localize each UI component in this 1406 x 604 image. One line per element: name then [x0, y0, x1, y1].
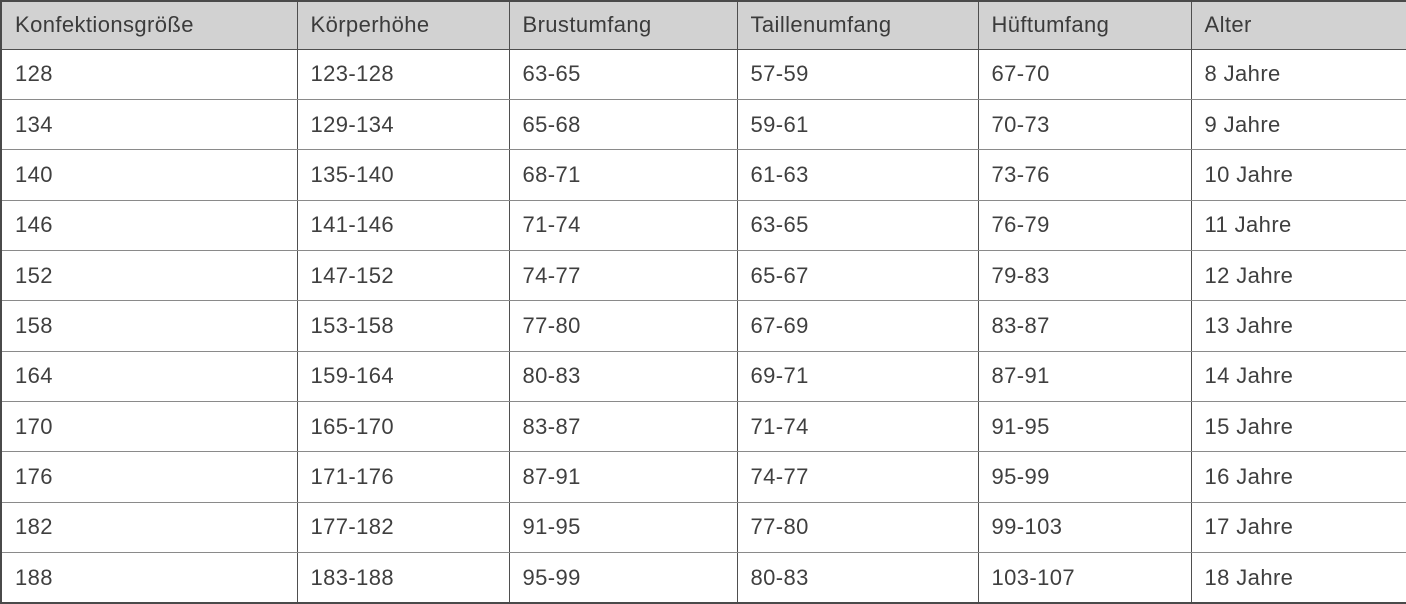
table-cell: 63-65 [509, 49, 737, 99]
table-cell: 83-87 [978, 301, 1191, 351]
table-row [1, 452, 1406, 502]
table-row [1, 250, 1406, 300]
table-cell: 80-83 [509, 351, 737, 401]
table-cell: 87-91 [509, 452, 737, 502]
table-cell: 18 Jahre [1191, 553, 1406, 603]
table-row [1, 351, 1406, 401]
table-cell: 15 Jahre [1191, 402, 1406, 452]
table-cell: 170 [1, 402, 297, 452]
table-cell: 99-103 [978, 502, 1191, 552]
table-cell: 79-83 [978, 250, 1191, 300]
table-cell: 164 [1, 351, 297, 401]
table-cell: 87-91 [978, 351, 1191, 401]
table-cell: 16 Jahre [1191, 452, 1406, 502]
table-cell: 74-77 [737, 452, 978, 502]
table-cell: 57-59 [737, 49, 978, 99]
table-cell: 65-67 [737, 250, 978, 300]
table-cell: 146 [1, 200, 297, 250]
table-cell: 171-176 [297, 452, 509, 502]
table-cell: 141-146 [297, 200, 509, 250]
column-header: Taillenumfang [737, 1, 978, 49]
table-cell: 65-68 [509, 99, 737, 149]
table-row [1, 553, 1406, 603]
table-cell: 159-164 [297, 351, 509, 401]
table-cell: 70-73 [978, 99, 1191, 149]
table-cell: 80-83 [737, 553, 978, 603]
table-cell: 182 [1, 502, 297, 552]
table-cell: 176 [1, 452, 297, 502]
column-header: Konfektionsgröße [1, 1, 297, 49]
table-cell: 67-70 [978, 49, 1191, 99]
table-cell: 153-158 [297, 301, 509, 351]
table-cell: 74-77 [509, 250, 737, 300]
column-header: Körperhöhe [297, 1, 509, 49]
table-row [1, 150, 1406, 200]
table-row [1, 99, 1406, 149]
table-cell: 13 Jahre [1191, 301, 1406, 351]
table-row [1, 301, 1406, 351]
table-cell: 71-74 [509, 200, 737, 250]
table-cell: 63-65 [737, 200, 978, 250]
table-cell: 77-80 [509, 301, 737, 351]
table-cell: 165-170 [297, 402, 509, 452]
table-cell: 91-95 [509, 502, 737, 552]
table-cell: 95-99 [509, 553, 737, 603]
table-cell: 67-69 [737, 301, 978, 351]
column-header: Alter [1191, 1, 1406, 49]
table-cell: 77-80 [737, 502, 978, 552]
table-cell: 83-87 [509, 402, 737, 452]
table-cell: 8 Jahre [1191, 49, 1406, 99]
table-row [1, 502, 1406, 552]
table-cell: 128 [1, 49, 297, 99]
table-cell: 188 [1, 553, 297, 603]
table-cell: 17 Jahre [1191, 502, 1406, 552]
table-cell: 12 Jahre [1191, 250, 1406, 300]
header-row [1, 1, 1406, 49]
table-header [1, 1, 1406, 49]
table-cell: 147-152 [297, 250, 509, 300]
table-cell: 76-79 [978, 200, 1191, 250]
table-row [1, 402, 1406, 452]
table-cell: 91-95 [978, 402, 1191, 452]
table-cell: 71-74 [737, 402, 978, 452]
table-cell: 95-99 [978, 452, 1191, 502]
table-cell: 14 Jahre [1191, 351, 1406, 401]
table-cell: 68-71 [509, 150, 737, 200]
table-cell: 59-61 [737, 99, 978, 149]
table-cell: 73-76 [978, 150, 1191, 200]
table-cell: 177-182 [297, 502, 509, 552]
column-header: Brustumfang [509, 1, 737, 49]
table-cell: 135-140 [297, 150, 509, 200]
table-cell: 11 Jahre [1191, 200, 1406, 250]
table-cell: 158 [1, 301, 297, 351]
table-cell: 183-188 [297, 553, 509, 603]
table-cell: 69-71 [737, 351, 978, 401]
table-cell: 9 Jahre [1191, 99, 1406, 149]
table-cell: 103-107 [978, 553, 1191, 603]
table-row [1, 200, 1406, 250]
table-row [1, 49, 1406, 99]
table-body [1, 49, 1406, 603]
table-cell: 123-128 [297, 49, 509, 99]
table-cell: 152 [1, 250, 297, 300]
table-cell: 10 Jahre [1191, 150, 1406, 200]
table-cell: 134 [1, 99, 297, 149]
column-header: Hüftumfang [978, 1, 1191, 49]
table-cell: 61-63 [737, 150, 978, 200]
table-cell: 140 [1, 150, 297, 200]
table-cell: 129-134 [297, 99, 509, 149]
